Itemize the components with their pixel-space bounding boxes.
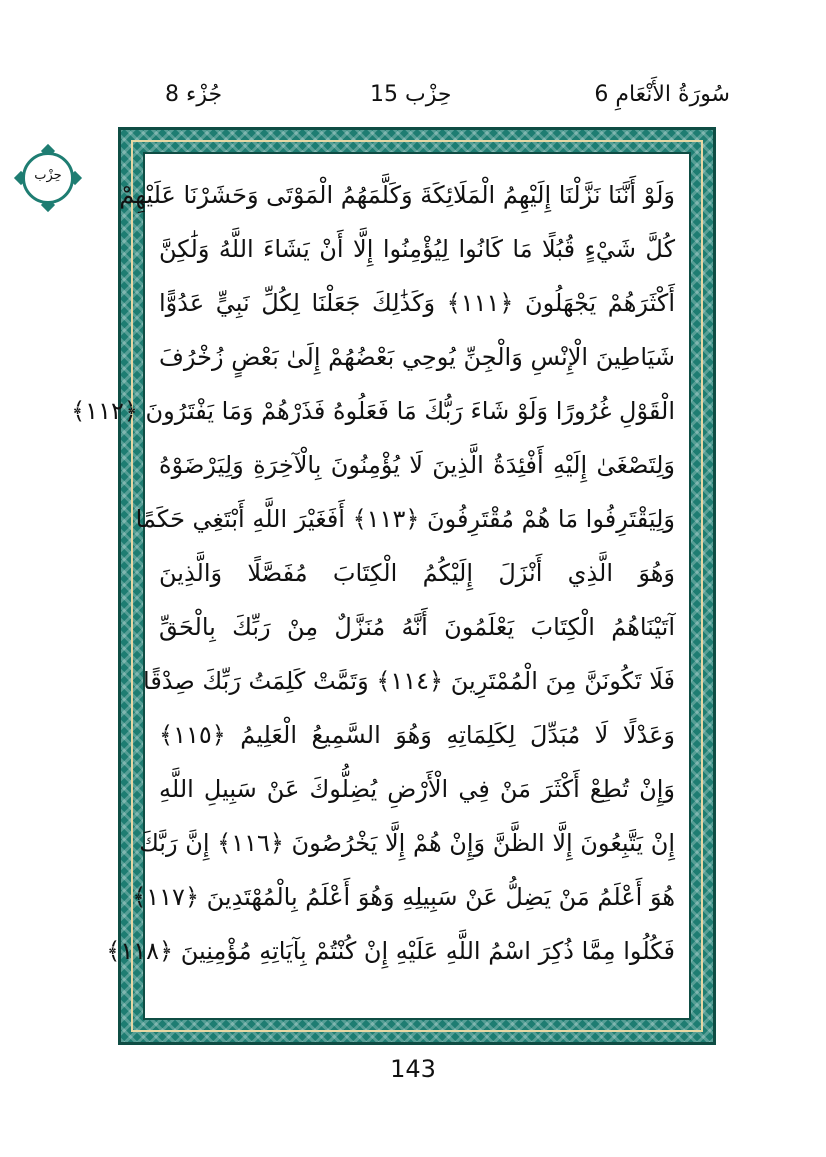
verse-line: كُلَّ شَيْءٍ قُبُلًا مَا كَانُوا لِيُؤْمِنُوا إِلَّا أَنْ يَشَاءَ اللَّهُ وَلَٰكِنَّ bbox=[159, 235, 675, 263]
verse-line: فَلَا تَكُونَنَّ مِنَ الْمُمْتَرِينَ ﴿١١٤﴾ وَتَمَّتْ كَلِمَتُ رَبِّكَ صِدْقًا bbox=[143, 667, 675, 695]
verse-line: فَكُلُوا مِمَّا ذُكِرَ اسْمُ اللَّهِ عَلَيْهِ إِنْ كُنْتُمْ بِآيَاتِهِ مُؤْمِنِينَ ﴿١١٨﴾ bbox=[106, 937, 675, 965]
ornamental-frame bbox=[71, 127, 716, 1045]
verse-line: آتَيْنَاهُمُ الْكِتَابَ يَعْلَمُونَ أَنَّهُ مُنَزَّلٌ مِنْ رَبِّكَ بِالْحَقِّ bbox=[159, 613, 675, 641]
verse-line: الْقَوْلِ غُرُورًا وَلَوْ شَاءَ رَبُّكَ مَا فَعَلُوهُ فَذَرْهُمْ وَمَا يَفْتَرُونَ ﴿١١٢﴾ bbox=[71, 397, 675, 425]
verse-line: وَلِيَقْتَرِفُوا مَا هُمْ مُقْتَرِفُونَ ﴿١١٣﴾ أَفَغَيْرَ اللَّهِ أَبْتَغِي حَكَمًا bbox=[135, 505, 675, 533]
quran-text-panel bbox=[71, 152, 691, 1020]
hizb-marker-label: حِزْب bbox=[34, 168, 62, 183]
page-number: 143 bbox=[390, 1055, 436, 1083]
surah-title: 6 سُورَةُ الأَنْعَامِ bbox=[594, 82, 730, 107]
verse-line: شَيَاطِينَ الْإِنْسِ وَالْجِنِّ يُوحِي بَعْضُهُمْ إِلَىٰ بَعْضٍ زُخْرُفَ bbox=[159, 343, 675, 371]
verse-line: وَهُوَ الَّذِي أَنْزَلَ إِلَيْكُمُ الْكِتَابَ مُفَصَّلًا وَالَّذِينَ bbox=[159, 559, 675, 587]
page-header bbox=[150, 78, 730, 118]
verse-line: هُوَ أَعْلَمُ مَنْ يَضِلُّ عَنْ سَبِيلِهِ وَهُوَ أَعْلَمُ بِالْمُهْتَدِينَ ﴿١١٧﴾ bbox=[132, 883, 675, 911]
verse-line: وَلَوْ أَنَّنَا نَزَّلْنَا إِلَيْهِمُ الْمَلَائِكَةَ وَكَلَّمَهُمُ الْمَوْتَى وَحَشَرْنَا عَلَيْهِمْ bbox=[119, 181, 675, 209]
verse-line: أَكْثَرَهُمْ يَجْهَلُونَ ﴿١١١﴾ وَكَذَٰلِكَ جَعَلْنَا لِكُلِّ نَبِيٍّ عَدُوًّا bbox=[159, 289, 676, 317]
hizb-rosette-icon bbox=[18, 148, 82, 212]
juz-label: جُزْء 8 bbox=[165, 82, 223, 107]
verse-line: وَلِتَصْغَىٰ إِلَيْهِ أَفْئِدَةُ الَّذِينَ لَا يُؤْمِنُونَ بِالْآخِرَةِ وَلِيَرْضَوْهُ bbox=[159, 451, 675, 479]
hizb-label: حِزْب 15 bbox=[370, 82, 452, 107]
verse-line: إِنْ يَتَّبِعُونَ إِلَّا الظَّنَّ وَإِنْ هُمْ إِلَّا يَخْرُصُونَ ﴿١١٦﴾ إِنَّ رَبَّكَ bbox=[139, 829, 675, 857]
verse-line: وَعَدْلًا لَا مُبَدِّلَ لِكَلِمَاتِهِ وَهُوَ السَّمِيعُ الْعَلِيمُ ﴿١١٥﴾ bbox=[159, 721, 675, 749]
verse-line: وَإِنْ تُطِعْ أَكْثَرَ مَنْ فِي الْأَرْضِ يُضِلُّوكَ عَنْ سَبِيلِ اللَّهِ bbox=[159, 775, 675, 803]
